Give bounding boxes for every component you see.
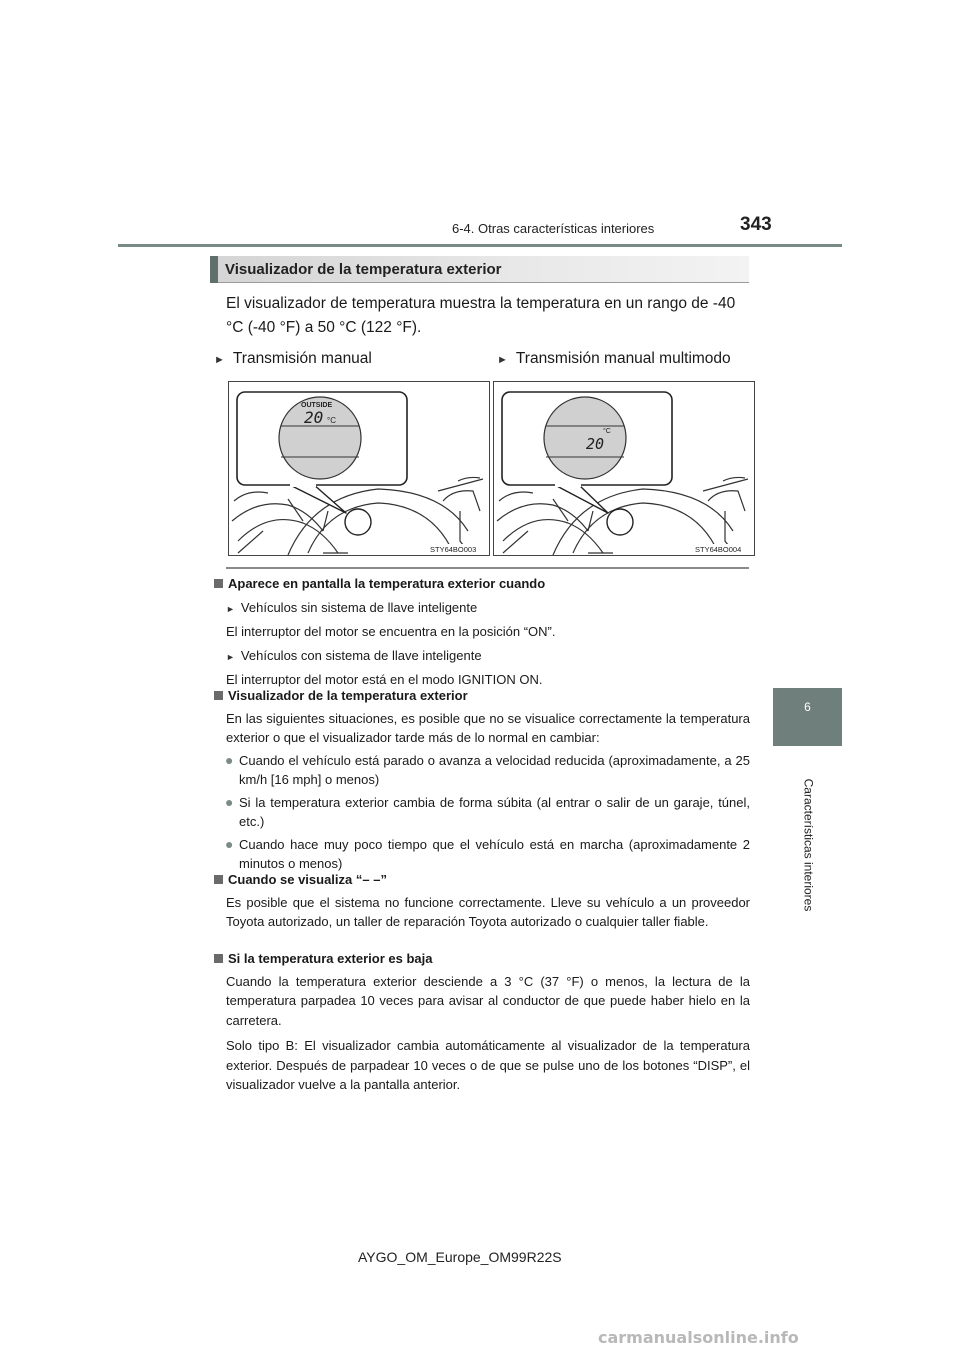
square-bullet-icon: [214, 954, 223, 963]
caption-arrow-icon: ►: [497, 354, 508, 366]
sub-condition: [214, 646, 750, 668]
temperature-unit: °C: [327, 416, 336, 425]
figure-caption-manual-text: Transmisión manual: [232, 350, 372, 367]
temperature-unit: °C: [603, 428, 611, 435]
note-heading-text: Si la temperatura exterior es baja: [228, 951, 433, 966]
section-title-marker: [210, 256, 218, 283]
note-paragraph: Cuando la temperatura exterior desciende a 3 °C (37 °F) o menos, la lectura de la temperatura parpadea 10 veces para avisar al conductor de que puede haber hielo en la carretera.: [226, 973, 750, 1028]
note-heading-text: Cuando se visualiza “– –”: [228, 872, 387, 887]
note-paragraph: En las siguientes situaciones, es posible que no se visualice correctamente la temperatura exterior o que el visualizador tarde más de lo normal en cambiar:: [226, 710, 750, 745]
list-item: [214, 793, 750, 832]
figure-code: STY64BO003: [430, 545, 477, 554]
note-low-temperature: [214, 949, 750, 1095]
sub-condition: [214, 598, 750, 620]
bullet-dot-icon: ●: [225, 751, 234, 768]
note-paragraph: Solo tipo B: El visualizador cambia automáticamente al visualizador de la temperatura exterior. Después de parpadear 10 veces o de que se pulse uno de los botones “DISP”, el visualizador vuelve a la pantalla anterior.: [226, 1038, 750, 1092]
note-paragraph: El interruptor del motor está en el modo IGNITION ON.: [226, 672, 543, 687]
temperature-value: 20: [304, 408, 324, 427]
dashboard-illustration-multimode: [493, 381, 755, 556]
list-item-text: Cuando hace muy poco tiempo que el vehículo está en marcha (aproximadamente 2 minutos o menos): [239, 836, 750, 871]
figure-manual: [228, 381, 490, 556]
triangle-bullet-icon: ►: [226, 651, 235, 662]
chapter-tab: [773, 688, 842, 746]
outside-label: OUTSIDE: [301, 402, 333, 409]
list-item: [214, 751, 750, 790]
chapter-number: 6: [804, 700, 811, 714]
list-item-text: Cuando el vehículo está parado o avanza a velocidad reducida (aproximadamente, a 25 km/h [16 mph] o menos): [239, 752, 750, 787]
square-bullet-icon: [214, 579, 223, 588]
chapter-label-text: Características interiores: [801, 778, 815, 912]
note-heading: [214, 686, 750, 706]
figure-caption-multimode: [497, 350, 731, 368]
sub-condition-text: Vehículos con sistema de llave inteligente: [240, 647, 482, 663]
dashboard-illustration-manual: [228, 381, 490, 556]
note-display-conditions: [214, 574, 750, 690]
note-heading-text: Visualizador de la temperatura exterior: [228, 688, 468, 703]
temperature-value: 20: [586, 435, 605, 453]
sub-condition-text: Vehículos sin sistema de llave inteligente: [240, 599, 478, 615]
figure-multimode: [493, 381, 755, 556]
note-paragraph: El interruptor del motor se encuentra en la posición “ON”.: [226, 624, 556, 639]
list-item: [214, 835, 750, 874]
note-dashes: [214, 870, 750, 932]
figure-caption-multimode-text: Transmisión manual multimodo: [515, 350, 731, 367]
note-display-behaviour: [214, 686, 750, 874]
page-number: 343: [740, 214, 772, 235]
note-heading: [214, 949, 750, 969]
note-heading: [214, 574, 750, 594]
triangle-bullet-icon: ►: [226, 603, 235, 614]
figure-caption-manual: [214, 350, 372, 368]
intro-paragraph: El visualizador de temperatura muestra la temperatura en un rango de -40 °C (-40 °F) a 50 °C (122 °F).: [226, 295, 736, 336]
chapter-label: [748, 778, 868, 912]
square-bullet-icon: [214, 875, 223, 884]
watermark: carmanualsonline.info: [598, 1328, 799, 1347]
section-title: Visualizador de la temperatura exterior: [225, 261, 502, 278]
caption-arrow-icon: ►: [214, 354, 225, 366]
figure-code: STY64BO004: [695, 545, 742, 554]
bullet-dot-icon: ●: [225, 793, 234, 810]
bullet-dot-icon: ●: [225, 835, 234, 852]
note-paragraph: Es posible que el sistema no funcione correctamente. Lleve su vehículo a un proveedor Toyota autorizado, un taller de reparación Toyota autorizado o cualquier taller fiable.: [226, 894, 750, 929]
square-bullet-icon: [214, 691, 223, 700]
note-heading-text: Aparece en pantalla la temperatura exterior cuando: [228, 576, 546, 591]
figure-divider: [226, 567, 749, 569]
section-header: 6-4. Otras características interiores: [452, 221, 655, 236]
note-heading: [214, 870, 750, 890]
header-rule: [118, 244, 842, 247]
document-code: AYGO_OM_Europe_OM99R22S: [358, 1249, 562, 1265]
list-item-text: Si la temperatura exterior cambia de forma súbita (al entrar o salir de un garaje, túnel, etc.): [239, 794, 750, 829]
